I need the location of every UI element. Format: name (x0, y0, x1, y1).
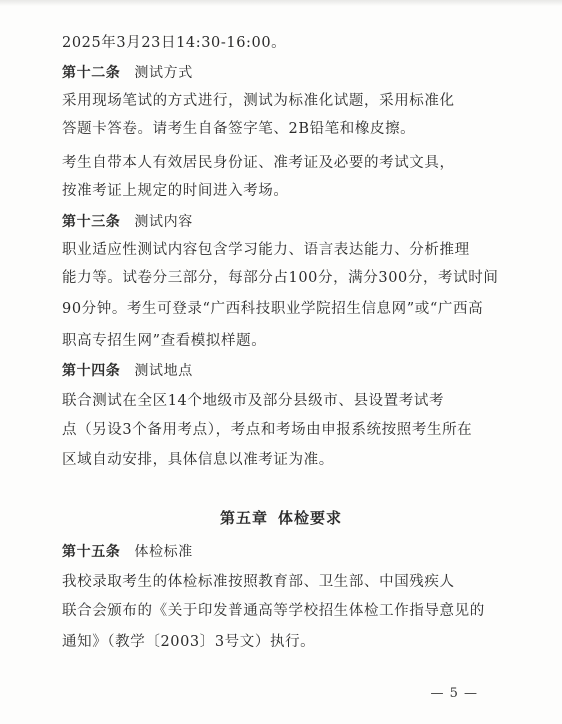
article-12-title: 测试方式 (134, 65, 193, 81)
chapter-heading (0, 507, 562, 528)
article-15-heading (62, 542, 492, 562)
article-12-para2-line1: 考生自带本人有效居民身份证、准考证及必要的考试文具， (62, 155, 455, 171)
article-12-para2-line2: 按准考证上规定的时间进入考场。 (62, 183, 289, 199)
article-13-line4: 职高专招生网”查看模拟样题。 (62, 333, 267, 349)
article-12-para1-line2: 答题卡答卷。请考生自备签字笔、2B铅笔和橡皮擦。 (62, 121, 416, 137)
article-13-line3: 90分钟。考生可登录“广西科技职业学院招生信息网”或“广西高 (62, 301, 484, 317)
article-13-line2: 能力等。试卷分三部分，每部分占100分，满分300分，考试时间 (62, 270, 499, 286)
article-14-line3: 区域自动安排，具体信息以准考证为准。 (62, 452, 334, 468)
article-14-title: 测试地点 (134, 363, 193, 379)
article-13-line1: 职业适应性测试内容包含学习能力、语言表达能力、分析推理 (62, 242, 470, 258)
scan-edge-shadow (0, 0, 562, 6)
article-15-line1: 我校录取考生的体检标准按照教育部、卫生部、中国残疾人 (62, 574, 455, 590)
article-12-number: 第十二条 (62, 65, 121, 81)
chapter-title: 体检要求 (278, 509, 343, 527)
page-number: — 5 — (430, 686, 478, 701)
schedule-time-line: 2025年3月23日14:30-16:00。 (62, 35, 287, 51)
article-14-heading (62, 361, 492, 381)
article-15-line3: 通知》（教学〔2003〕3号文）执行。 (62, 634, 316, 650)
chapter-number: 第五章 (219, 509, 268, 527)
article-13-heading (62, 212, 492, 232)
article-13-title: 测试内容 (134, 214, 193, 230)
article-15-title: 体检标准 (134, 544, 193, 560)
article-14-line1: 联合测试在全区14个地级市及部分县级市、县设置考试考 (62, 393, 445, 409)
article-15-line2: 联合会颁布的《关于印发普通高等学校招生体检工作指导意见的 (62, 603, 485, 619)
article-14-number: 第十四条 (62, 363, 121, 379)
article-15-number: 第十五条 (62, 544, 121, 560)
article-12-para1-line1: 采用现场笔试的方式进行，测试为标准化试题，采用标准化 (62, 93, 455, 109)
article-13-number: 第十三条 (62, 214, 121, 230)
article-12-heading (62, 63, 492, 83)
article-14-line2: 点（另设3个备用考点），考点和考场由申报系统按照考生所在 (62, 422, 473, 438)
